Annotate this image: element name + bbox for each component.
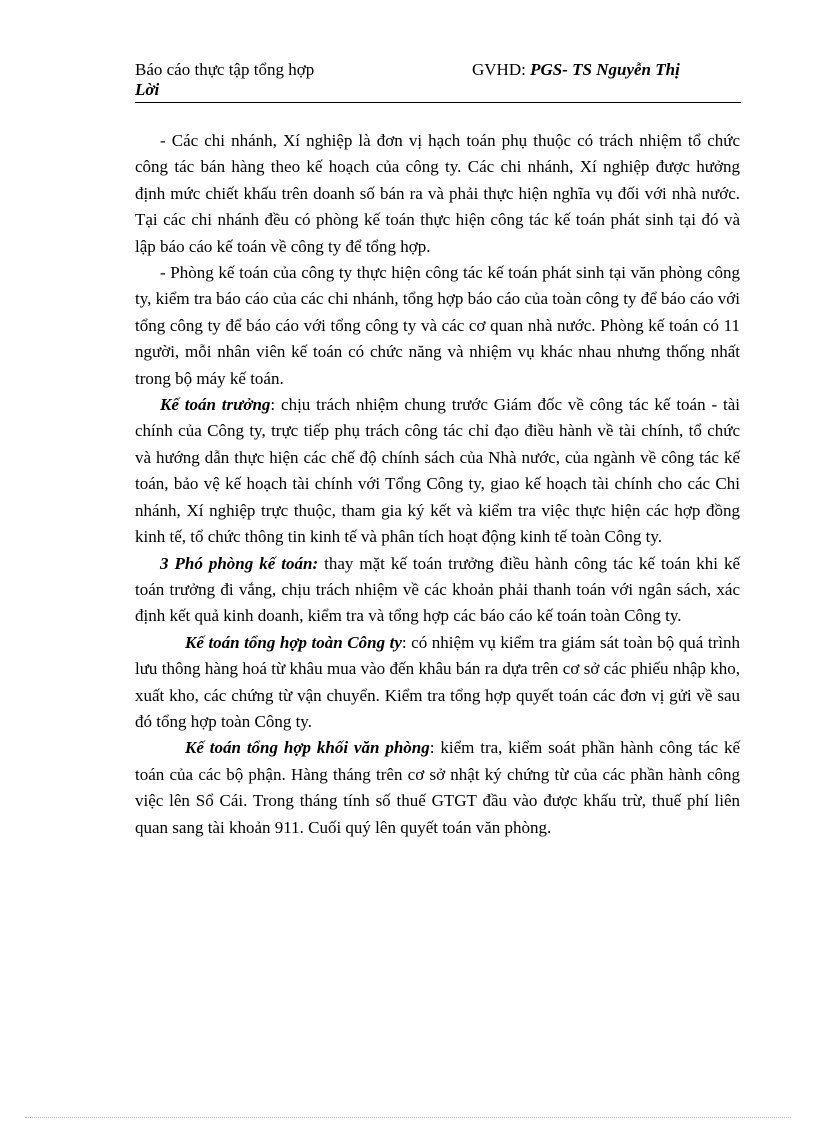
paragraph-deputy-heads [135, 551, 740, 630]
paragraph-text: : kiểm tra, kiểm soát phần hành công tác kế toán của các bộ phận. Hàng tháng trên cơ sở nhật ký chứng từ của các phần hành công việc lên Sổ Cái. Trong tháng tính số thuế GTGT đầu vào được khấu trừ, thuế phí liên quan sang tài khoản 911. Cuối quý lên quyết toán văn phòng. [135, 738, 740, 837]
paragraph-chief-accountant [135, 392, 740, 550]
paragraph-lead: 3 Phó phòng kế toán: [160, 553, 319, 573]
paragraph-lead: Kế toán trưởng [160, 395, 271, 415]
supervisor [472, 60, 680, 80]
page-bottom-divider [25, 1117, 791, 1118]
supervisor-name: PGS- TS Nguyễn Thị [530, 60, 680, 79]
paragraph-accounting-dept [135, 260, 740, 392]
paragraph-text: - Phòng kế toán của công ty thực hiện công tác kế toán phát sinh tại văn phòng công ty, kiểm tra báo cáo của các chi nhánh, tổng hợp báo cáo của toàn công ty để báo cáo với tổng công ty để báo cáo với tổng công ty và các cơ quan nhà nước. Phòng kế toán có 11 người, mỗi nhân viên kế toán có chức năng và nhiệm vụ khác nhau nhưng thống nhất trong bộ máy kế toán. [135, 263, 740, 388]
report-title: Báo cáo thực tập tổng hợp [135, 60, 315, 79]
paragraph-general-accountant [135, 630, 740, 736]
paragraph-lead: Kế toán tổng hợp toàn Công ty [185, 632, 402, 652]
paragraph-branches [135, 128, 740, 260]
paragraph-text: : chịu trách nhiệm chung trước Giám đốc về công tác kế toán - tài chính của Công ty, trực tiếp phụ trách công tác chỉ đạo điều hành về tài chính, tổ chức và hướng dẫn thực hiện các chế độ chính sách của Nhà nước, của ngành về công tác kế toán, bảo vệ kế hoạch tài chính với Tổng Công ty, giao kế hoạch tài chính cho các Chi nhánh, Xí nghiệp trực thuộc, tham gia ký kết và kiểm tra việc thực hiện các hợp đồng kinh tế, tổ chức thông tin kinh tế và phân tích hoạt động kinh tế toàn Công ty. [135, 395, 740, 547]
paragraph-text: - Các chi nhánh, Xí nghiệp là đơn vị hạch toán phụ thuộc có trách nhiệm tổ chức công tác bán hàng theo kế hoạch của công ty. Các chi nhánh, Xí nghiệp được hưởng định mức chiết khấu trên doanh số bán ra và phải thực hiện nghĩa vụ đối với nhà nước. Tại các chi nhánh đều có phòng kế toán thực hiện công tác kế toán phát sinh tại đó và lập báo cáo kế toán về công ty để tổng hợp. [135, 131, 740, 256]
paragraph-office-accountant [135, 735, 740, 841]
paragraph-text: : có nhiệm vụ kiểm tra giám sát toàn bộ quá trình lưu thông hàng hoá từ khâu mua vào đến khâu bán ra dựa trên cơ sở các phiếu nhập kho, xuất kho, các chứng từ vận chuyển. Kiểm tra tổng hợp quyết toán các đơn vị gửi về sau đó tổng hợp toàn Công ty. [135, 632, 741, 731]
supervisor-label: GVHD: [472, 60, 531, 79]
document-body [135, 128, 740, 841]
supervisor-name-continued: Lời [135, 80, 160, 99]
paragraph-text: thay mặt kế toán trưởng điều hành công tác kế toán khi kế toán trưởng đi vắng, chịu trách nhiệm về các khoản phải thanh toán với ngân sách, xác định kết quả kinh doanh, kiểm tra và tổng hợp các báo cáo kế toán toàn Công ty. [135, 553, 740, 626]
page-header [135, 58, 741, 103]
paragraph-lead: Kế toán tổng hợp khối văn phòng [185, 738, 430, 758]
